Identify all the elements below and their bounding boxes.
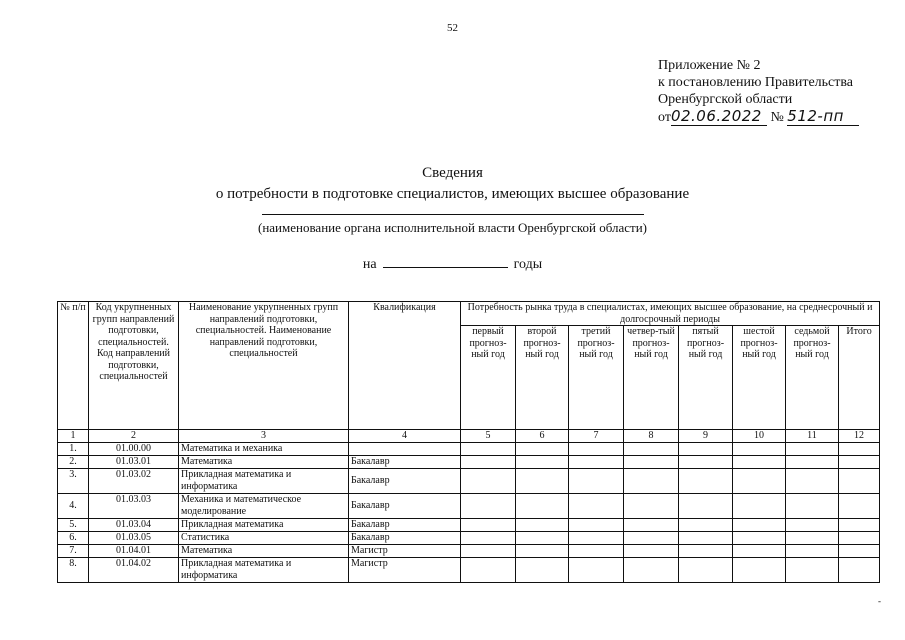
row-name: Прикладная математика и информатика [179,558,349,583]
row-code: 01.03.02 [89,469,179,494]
corner-mark: - [878,596,881,606]
org-caption: (наименование органа исполнительной власти Оренбургской области) [257,220,648,235]
table-row [58,469,880,494]
column-number: 3 [179,430,349,443]
row-code: 01.03.04 [89,519,179,532]
row-code: 01.00.00 [89,443,179,456]
header-name: Наименование укрупненных групп направлений подготовки, специальностей. Наименование направлений подготовки, специальностей [179,302,349,430]
header-period-3: третий прогноз-ный год [569,326,624,430]
column-number: 1 [58,430,89,443]
header-no: № п/п [58,302,89,430]
row-qualification: Магистр [349,558,461,583]
row-name: Статистика [179,532,349,545]
row-code: 01.03.05 [89,532,179,545]
row-name: Прикладная математика и информатика [179,469,349,494]
needs-table [57,301,880,583]
table-row [58,545,880,558]
column-number: 7 [569,430,624,443]
row-qualification: Бакалавр [349,519,461,532]
column-number: 11 [786,430,839,443]
header-period-5: пятый прогноз-ный год [679,326,733,430]
years-prefix: на [362,257,377,272]
header-period-2: второй прогноз-ный год [516,326,569,430]
row-no: 7. [58,545,89,558]
document-subtitle: о потребности в подготовке специалистов, имеющих высшее образование [215,186,690,202]
row-name: Механика и математическое моделирование [179,494,349,519]
appendix-date-line [658,108,859,126]
document-title: Сведения [422,165,483,181]
header-need: Потребность рынка труда в специалистах, имеющих высшее образование, на среднесрочный и долгосрочный периоды [461,302,880,326]
table-row [58,558,880,583]
row-code: 01.04.02 [89,558,179,583]
column-number-row [58,430,880,443]
header-code: Код укрупненных групп направлений подготовки, специальностей. Код направлений подготовки, специальностей [89,302,179,430]
row-no: 6. [58,532,89,545]
column-number: 6 [516,430,569,443]
appendix-line-2: к постановлению Правительства [658,75,854,90]
column-number: 4 [349,430,461,443]
years-suffix: годы [513,257,543,272]
row-qualification: Бакалавр [349,469,461,494]
row-qualification [349,443,461,456]
row-code: 01.03.01 [89,456,179,469]
header-period-6: шестой прогноз-ный год [733,326,786,430]
row-name: Прикладная математика [179,519,349,532]
table-row [58,494,880,519]
header-total: Итого [839,326,880,430]
column-number: 10 [733,430,786,443]
header-period-7: седьмой прогноз-ный год [786,326,839,430]
column-number: 12 [839,430,880,443]
row-qualification: Бакалавр [349,532,461,545]
handwritten-date: 02.06.2022 [671,108,767,126]
row-qualification: Бакалавр [349,494,461,519]
appendix-block [658,57,859,126]
table-row [58,519,880,532]
column-number: 5 [461,430,516,443]
row-no: 5. [58,519,89,532]
row-qualification: Бакалавр [349,456,461,469]
years-blank [383,256,508,268]
row-code: 01.04.01 [89,545,179,558]
column-number: 2 [89,430,179,443]
row-name: Математика [179,456,349,469]
page-number: 52 [447,22,458,34]
row-no: 4. [58,494,89,519]
column-number: 9 [679,430,733,443]
header-period-4: четвер-тый прогноз-ный год [624,326,679,430]
row-name: Математика и механика [179,443,349,456]
appendix-line-3: Оренбургской области [658,92,793,107]
number-label: № [770,110,784,125]
row-name: Математика [179,545,349,558]
table-row [58,456,880,469]
from-label: от [658,110,671,125]
column-number: 8 [624,430,679,443]
header-row-1 [58,302,880,326]
header-period-1: первый прогноз-ный год [461,326,516,430]
years-row [0,256,905,273]
header-qualification: Квалификация [349,302,461,430]
row-no: 3. [58,469,89,494]
appendix-line-1: Приложение № 2 [658,58,761,73]
row-no: 1. [58,443,89,456]
org-name-blank [262,214,644,215]
row-qualification: Магистр [349,545,461,558]
table-row [58,443,880,456]
handwritten-number: 512-пп [787,108,859,126]
row-code: 01.03.03 [89,494,179,519]
row-no: 2. [58,456,89,469]
row-no: 8. [58,558,89,583]
table-row [58,532,880,545]
